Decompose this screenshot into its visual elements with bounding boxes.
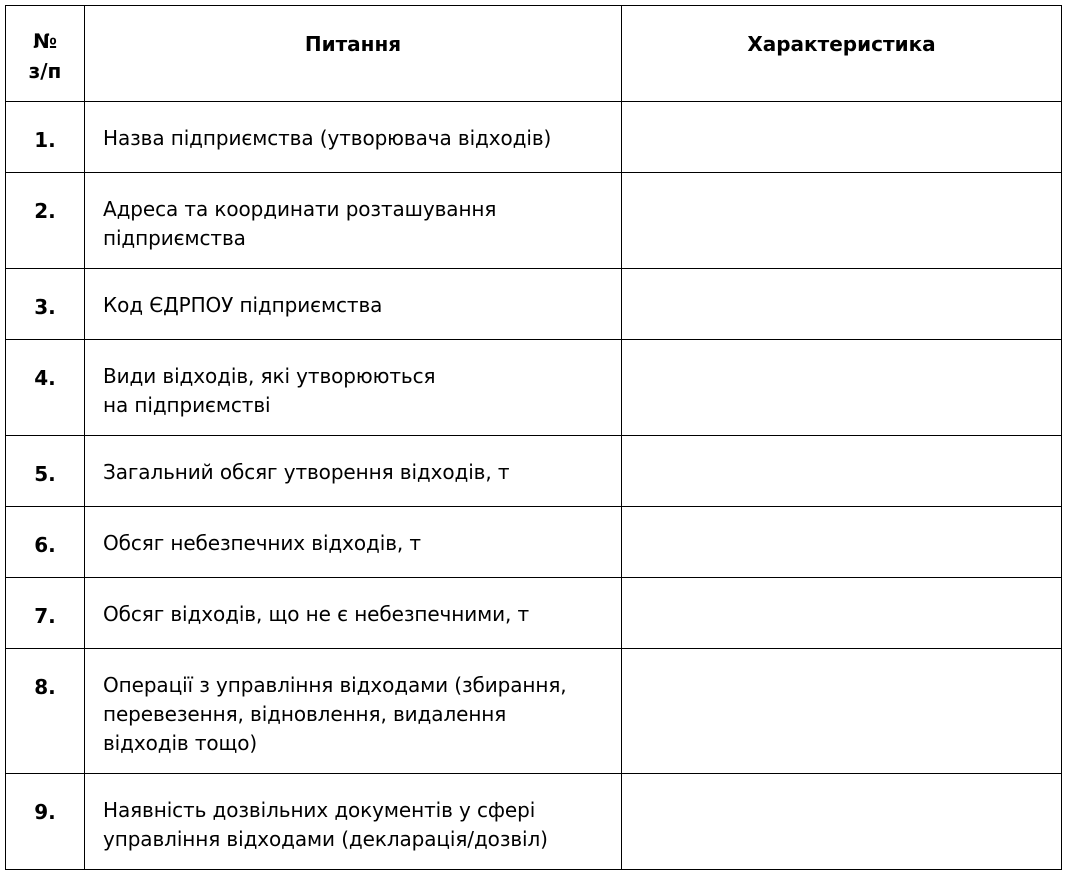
row-question: Назва підприємства (утворювача відходів): [85, 102, 622, 173]
table-row: [6, 507, 1062, 578]
table-row: [6, 269, 1062, 340]
row-number: 2.: [6, 173, 85, 269]
header-question: Питання: [85, 6, 622, 102]
row-characteristic-cell[interactable]: [622, 649, 1062, 774]
row-question: Обсяг небезпечних відходів, т: [85, 507, 622, 578]
row-characteristic-cell[interactable]: [622, 578, 1062, 649]
row-characteristic-cell[interactable]: [622, 102, 1062, 173]
table-row: [6, 578, 1062, 649]
row-characteristic-cell[interactable]: [622, 173, 1062, 269]
row-characteristic-cell[interactable]: [622, 340, 1062, 436]
row-question: Наявність дозвільних документів у сфері управління відходами (декларація/дозвіл): [85, 774, 622, 870]
table-row: [6, 173, 1062, 269]
header-number-line1: №: [32, 29, 58, 53]
row-characteristic-cell[interactable]: [622, 436, 1062, 507]
row-number: 8.: [6, 649, 85, 774]
row-number: 7.: [6, 578, 85, 649]
row-characteristic-cell[interactable]: [622, 507, 1062, 578]
header-number: [6, 6, 85, 102]
row-characteristic-cell[interactable]: [622, 774, 1062, 870]
row-number: 3.: [6, 269, 85, 340]
row-question: Адреса та координати розташування підприємства: [85, 173, 622, 269]
table-header-row: [6, 6, 1062, 102]
row-number: 9.: [6, 774, 85, 870]
row-number: 4.: [6, 340, 85, 436]
row-question: Види відходів, які утворюються на підприємстві: [85, 340, 622, 436]
table-row: [6, 649, 1062, 774]
row-question: Обсяг відходів, що не є небезпечними, т: [85, 578, 622, 649]
row-question: Загальний обсяг утворення відходів, т: [85, 436, 622, 507]
header-number-line2: з/п: [28, 59, 62, 83]
waste-info-table: [5, 5, 1062, 870]
row-number: 6.: [6, 507, 85, 578]
row-question: Код ЄДРПОУ підприємства: [85, 269, 622, 340]
row-question: Операції з управління відходами (збирання, перевезення, відновлення, видалення відходів тощо): [85, 649, 622, 774]
table-row: [6, 340, 1062, 436]
row-number: 5.: [6, 436, 85, 507]
table-row: [6, 436, 1062, 507]
table-row: [6, 102, 1062, 173]
header-characteristic: Характеристика: [622, 6, 1062, 102]
row-characteristic-cell[interactable]: [622, 269, 1062, 340]
row-number: 1.: [6, 102, 85, 173]
table-row: [6, 774, 1062, 870]
